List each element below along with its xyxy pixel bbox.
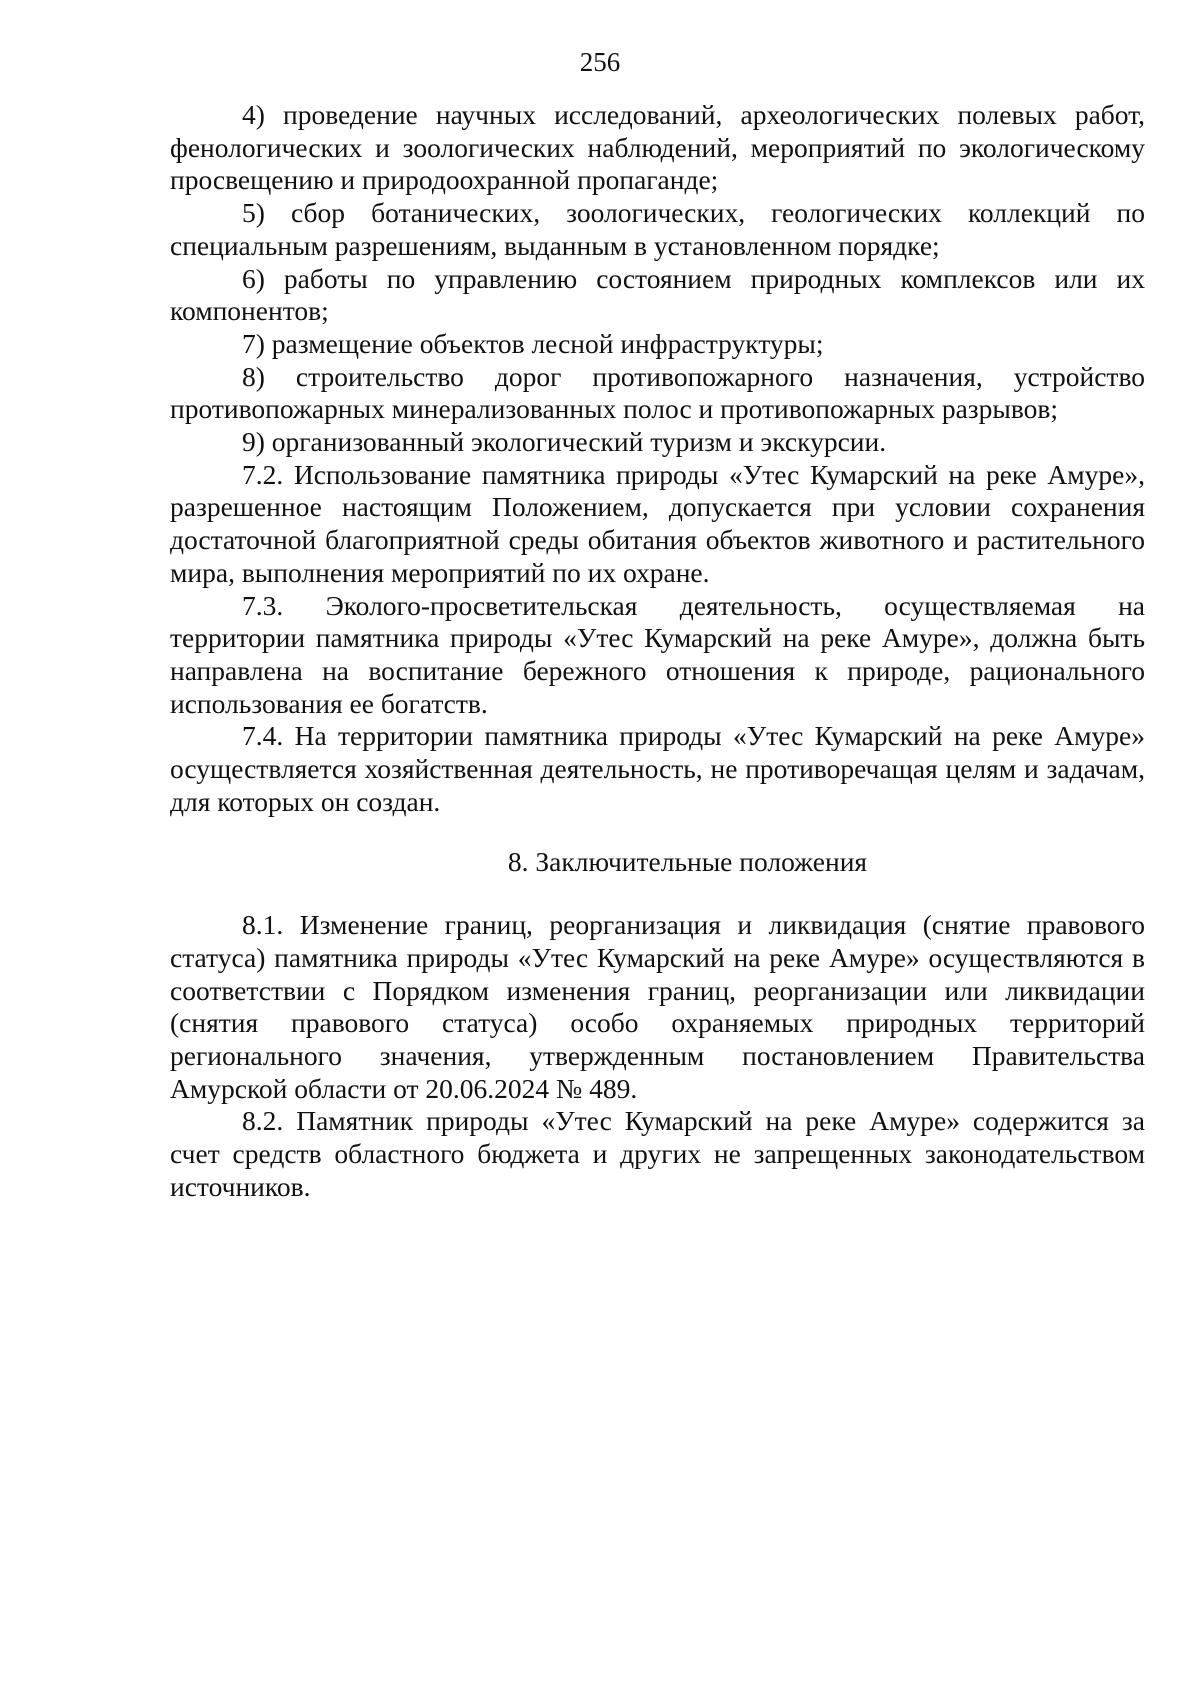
clause-7-2: 7.2. Использование памятника природы «Утес Кумарский на реке Амуре», разрешенное настоящим Положением, допускается при условии сохранения достаточной благоприятной среды обитания объектов животного и растительного мира, выполнения мероприятий по их охране. <box>170 458 1145 588</box>
list-item-6: 6) работы по управлению состоянием природных комплексов или их компонентов; <box>170 262 1145 327</box>
document-body <box>170 99 1145 1204</box>
clause-7-3: 7.3. Эколого-просветительская деятельность, осуществляемая на территории памятника природы «Утес Кумарский на реке Амуре», должна быть направлена на воспитание бережного отношения к природе, рационального использования ее богатств. <box>170 589 1145 719</box>
section-heading: 8. Заключительные положения <box>507 846 868 878</box>
clause-8-2: 8.2. Памятник природы «Утес Кумарский на реке Амуре» содержится за счет средств областного бюджета и других не запрещенных законодательством источников. <box>170 1105 1145 1202</box>
clause-8-1: 8.1. Изменение границ, реорганизация и ликвидация (снятие правового статуса) памятника природы «Утес Кумарский на реке Амуре» осуществляются в соответствии с Порядком изменения границ, реорганизации или ликвидации (снятия правового статуса) особо охраняемых природных территорий регионального значения, утвержденным постановлением Правительства Амурской области от 20.06.2024 № 489. <box>170 909 1145 1104</box>
list-item-9: 9) организованный экологический туризм и экскурсии. <box>242 426 887 458</box>
clause-7-4: 7.4. На территории памятника природы «Утес Кумарский на реке Амуре» осуществляется хозяйственная деятельность, не противоречащая целям и задачам, для которых он создан. <box>170 720 1145 817</box>
page-number: 256 <box>579 47 621 77</box>
list-item-7: 7) размещение объектов лесной инфраструктуры; <box>242 327 824 359</box>
list-item-5: 5) сбор ботанических, зоологических, геологических коллекций по специальным разрешениям, выданным в установленном порядке; <box>170 197 1145 261</box>
list-item-8: 8) строительство дорог противопожарного назначения, устройство противопожарных минерализованных полос и противопожарных разрывов; <box>170 360 1145 425</box>
list-item-4: 4) проведение научных исследований, археологических полевых работ, фенологических и зоологических наблюдений, мероприятий по экологическому просвещению и природоохранной пропаганде; <box>170 99 1145 196</box>
